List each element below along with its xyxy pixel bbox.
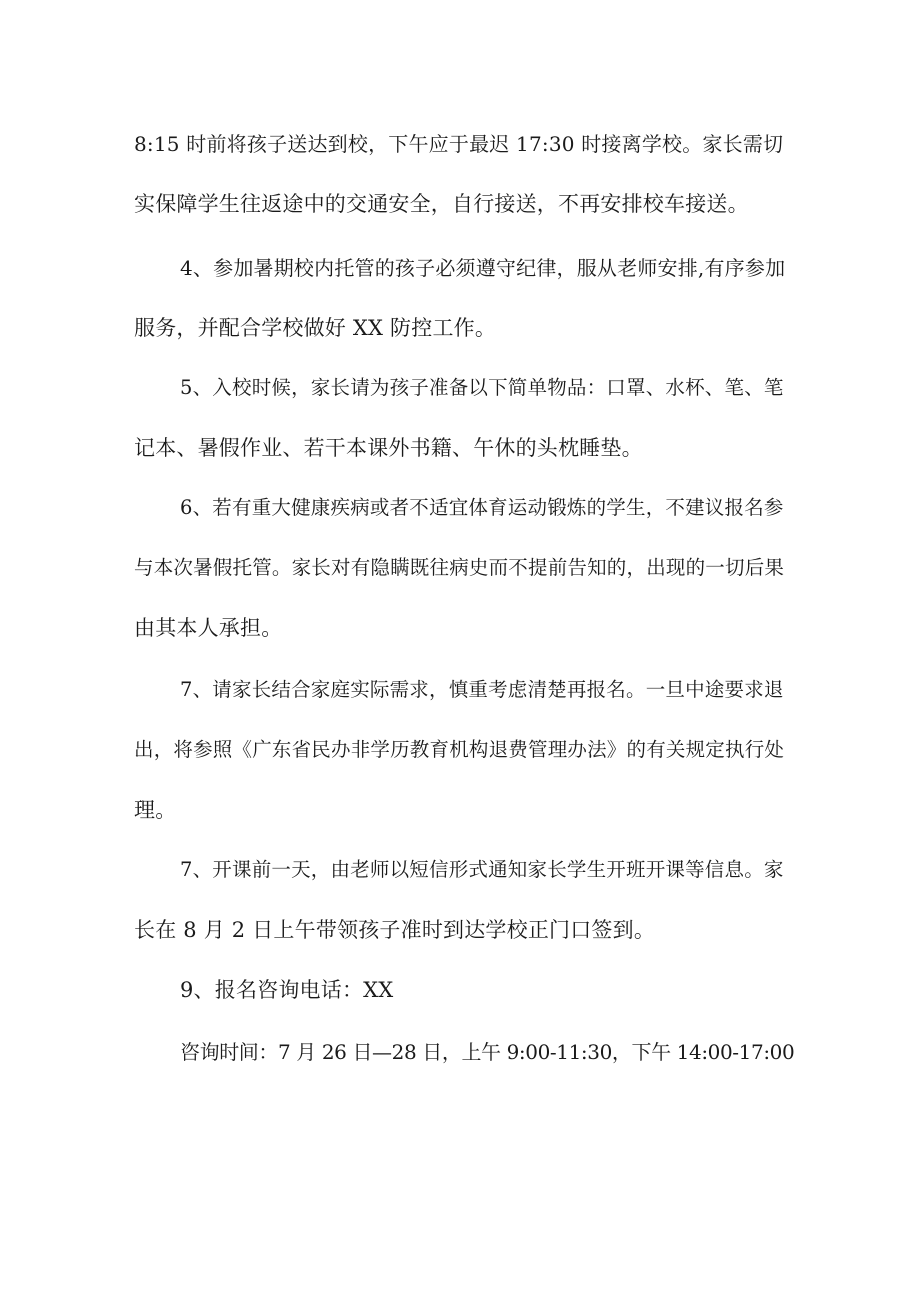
- text-line: 4、参加暑期校内托管的孩子必须遵守纪律，服从老师安排,有序参加: [180, 256, 786, 280]
- text-line: 咨询时间：7 月 26 日—28 日，上午 9:00-11:30，下午 14:00-17:00: [180, 1040, 795, 1064]
- paragraph-item-4-discipline: [134, 238, 796, 358]
- text-line: 9、报名咨询电话：XX: [180, 978, 394, 1002]
- text-line: 与本次暑假托管。家长对有隐瞒既往病史而不提前告知的，出现的一切后果: [134, 556, 785, 579]
- paragraph-item-7-withdrawal: [134, 660, 796, 840]
- text-line: 7、请家长结合家庭实际需求，慎重考虑清楚再报名。一旦中途要求退: [180, 678, 784, 701]
- text-line: 由其本人承担。: [134, 616, 283, 640]
- text-line: 长在 8 月 2 日上午带领孩子准时到达学校正门口签到。: [134, 918, 656, 942]
- text-line: 记本、暑假作业、若干本课外书籍、午休的头枕睡垫。: [134, 436, 643, 460]
- text-line: 出，将参照《广东省民办非学历教育机构退费管理办法》的有关规定执行处: [134, 738, 785, 761]
- text-line: 6、若有重大健康疾病或者不适宜体育运动锻炼的学生，不建议报名参: [180, 496, 784, 519]
- paragraph-drop-off-pickup: [134, 114, 796, 234]
- text-line: 5、入校时候，家长请为孩子准备以下简单物品：口罩、水杯、笔、笔: [180, 376, 784, 399]
- paragraph-consult-time: [134, 1022, 796, 1082]
- paragraph-item-6-health: [134, 478, 796, 658]
- text-line: 8:15 时前将孩子送达到校，下午应于最迟 17:30 时接离学校。家长需切: [134, 132, 784, 156]
- paragraph-item-5-supplies: [134, 358, 796, 478]
- text-line: 服务，并配合学校做好 XX 防控工作。: [134, 316, 497, 340]
- paragraph-item-7-notification: [134, 840, 796, 960]
- paragraph-item-9-phone: [134, 960, 796, 1020]
- text-line: 7、开课前一天，由老师以短信形式通知家长学生开班开课等信息。家: [180, 858, 784, 881]
- text-line: 实保障学生往返途中的交通安全，自行接送，不再安排校车接送。: [134, 192, 749, 216]
- text-line: 理。: [134, 798, 177, 822]
